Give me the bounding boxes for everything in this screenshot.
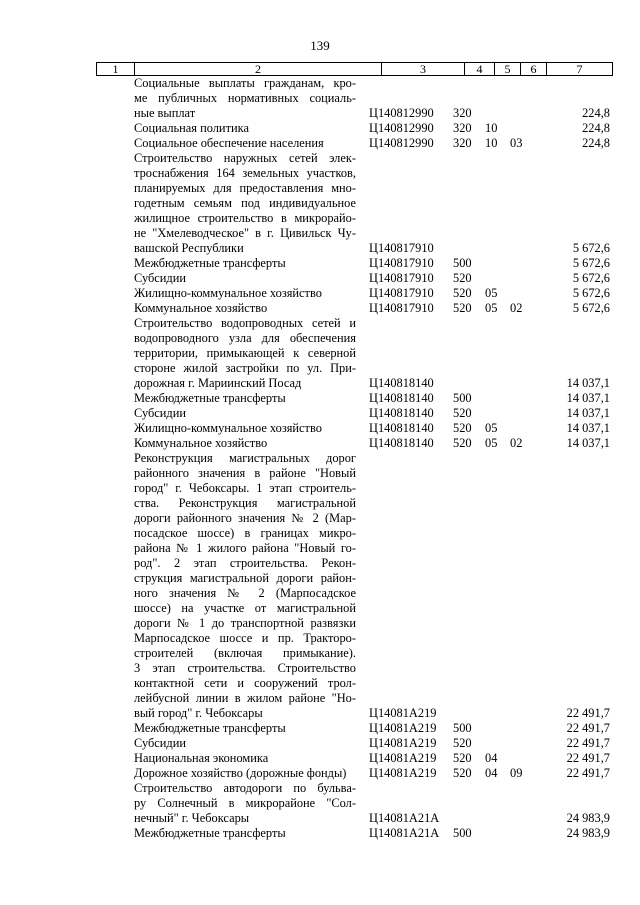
row-amount: 5 672,6 (572, 241, 610, 255)
row-target-code: Ц140818140 (369, 406, 434, 420)
row-description-line: территории, примыкающей к северной (134, 346, 356, 360)
row-description-line: ства. Реконструкция магистральной (134, 496, 356, 510)
row-description-line: Жилищно-коммунальное хозяйство (134, 286, 322, 300)
row-amount: 14 037,1 (566, 376, 610, 390)
budget-table-body (0, 76, 640, 841)
table-row (0, 451, 640, 721)
row-description-line: районного значения в районе "Новый (134, 466, 356, 480)
row-description-line: вый город" г. Чебоксары (134, 706, 263, 720)
row-target-code: Ц14081А21А (369, 826, 440, 840)
column-header-3: 3 (382, 63, 465, 76)
row-description-line: дороги районного значения № 2 (Мар- (134, 511, 356, 525)
table-row (0, 766, 640, 781)
column-header-row (97, 63, 613, 76)
table-row (0, 781, 640, 826)
row-description-line: Межбюджетные трансферты (134, 721, 286, 735)
row-description-line: района № 1 жилого района "Новый го- (134, 541, 356, 555)
row-description-line: Строительство водопроводных сетей и (134, 316, 356, 330)
row-target-code: Ц140817910 (369, 241, 434, 255)
row-expense-type: 320 (453, 121, 472, 135)
column-header-4: 4 (465, 63, 495, 76)
row-target-code: Ц140817910 (369, 271, 434, 285)
row-target-code: Ц140817910 (369, 301, 434, 315)
row-description-line: ру Солнечный в микрорайоне "Сол- (134, 796, 356, 810)
table-row (0, 286, 640, 301)
row-description-line: Субсидии (134, 406, 186, 420)
row-description-line: город" г. Чебоксары. 1 этап строитель- (134, 481, 356, 495)
row-description-line: дорожная г. Мариинский Посад (134, 376, 302, 390)
row-amount: 224,8 (582, 136, 610, 150)
table-row (0, 76, 640, 121)
row-expense-type: 520 (453, 766, 472, 780)
page-number: 139 (310, 38, 330, 53)
row-subsection: 02 (510, 301, 523, 315)
row-subsection: 03 (510, 136, 523, 150)
table-row (0, 436, 640, 451)
row-description-line: Строительство наружных сетей элек- (134, 151, 356, 165)
row-section: 05 (485, 421, 498, 435)
row-target-code: Ц140817910 (369, 256, 434, 270)
row-description-line: Межбюджетные трансферты (134, 256, 286, 270)
row-target-code: Ц140818140 (369, 436, 434, 450)
table-row (0, 826, 640, 841)
table-row (0, 736, 640, 751)
table-row (0, 301, 640, 316)
row-expense-type: 520 (453, 736, 472, 750)
row-target-code: Ц14081А219 (369, 721, 437, 735)
row-amount: 14 037,1 (566, 406, 610, 420)
row-description-line: Субсидии (134, 736, 186, 750)
row-amount: 22 491,7 (566, 721, 610, 735)
row-description-line: Строительство автодороги по бульва- (134, 781, 356, 795)
row-target-code: Ц140812990 (369, 121, 434, 135)
table-row (0, 391, 640, 406)
row-expense-type: 520 (453, 271, 472, 285)
row-section: 10 (485, 136, 498, 150)
row-target-code: Ц14081А219 (369, 751, 437, 765)
row-amount: 5 672,6 (572, 271, 610, 285)
row-description-line: 3 этап строительства. Строительство (134, 661, 356, 675)
row-section: 04 (485, 751, 498, 765)
row-expense-type: 520 (453, 301, 472, 315)
row-description-line: лейбусной линии в жилом районе "Но- (134, 691, 356, 705)
row-expense-type: 520 (453, 286, 472, 300)
column-header-table (96, 62, 613, 76)
row-description-line: Марпосадское шоссе и пр. Тракторо- (134, 631, 356, 645)
row-description-line: род". 2 этап строительства. Рекон- (134, 556, 356, 570)
row-amount: 22 491,7 (566, 766, 610, 780)
column-header-6: 6 (521, 63, 547, 76)
row-section: 05 (485, 286, 498, 300)
row-target-code: Ц14081А21А (369, 811, 440, 825)
row-amount: 24 983,9 (566, 826, 610, 840)
row-description-line: контактной сети и сооружений трол- (134, 676, 356, 690)
row-target-code: Ц140818140 (369, 376, 434, 390)
row-amount: 22 491,7 (566, 706, 610, 720)
row-description-line: Жилищно-коммунальное хозяйство (134, 421, 322, 435)
column-header-2: 2 (135, 63, 382, 76)
table-row (0, 316, 640, 391)
row-description-line: не "Хмелеводческое" в г. Цивильск Чу- (134, 226, 356, 240)
row-amount: 22 491,7 (566, 736, 610, 750)
column-header-5: 5 (495, 63, 521, 76)
row-amount: 5 672,6 (572, 286, 610, 300)
row-amount: 24 983,9 (566, 811, 610, 825)
table-row (0, 271, 640, 286)
row-description-line: строителей (включая примыкание). (134, 646, 356, 660)
row-target-code: Ц140812990 (369, 136, 434, 150)
row-description-line: Социальная политика (134, 121, 249, 135)
row-description-line: ме публичных нормативных социаль- (134, 91, 356, 105)
row-description-line: жилищное строительство в микрорайо- (134, 211, 356, 225)
row-description-line: годетным семьям под индивидуальное (134, 196, 356, 210)
row-expense-type: 320 (453, 136, 472, 150)
row-expense-type: 520 (453, 421, 472, 435)
table-row (0, 151, 640, 256)
row-description-line: Коммунальное хозяйство (134, 301, 268, 315)
row-target-code: Ц14081А219 (369, 766, 437, 780)
row-expense-type: 500 (453, 721, 472, 735)
table-row (0, 721, 640, 736)
row-description-line: струкция магистральной дороги район- (134, 571, 356, 585)
table-row (0, 121, 640, 136)
row-description-line: планируемых для предоставления мно- (134, 181, 356, 195)
row-description-line: Социальные выплаты гражданам, кро- (134, 76, 356, 90)
row-target-code: Ц140818140 (369, 391, 434, 405)
row-amount: 14 037,1 (566, 436, 610, 450)
row-section: 10 (485, 121, 498, 135)
row-description-line: дороги № 1 до транспортной развязки (134, 616, 356, 630)
row-expense-type: 520 (453, 436, 472, 450)
row-description-line: стороне жилой застройки по ул. При- (134, 361, 356, 375)
row-description-line: вашской Республики (134, 241, 244, 255)
row-target-code: Ц140817910 (369, 286, 434, 300)
row-amount: 14 037,1 (566, 421, 610, 435)
row-description-line: Межбюджетные трансферты (134, 826, 286, 840)
row-description-line: Национальная экономика (134, 751, 269, 765)
row-subsection: 09 (510, 766, 523, 780)
row-description-line: ные выплат (134, 106, 196, 120)
row-description-line: Межбюджетные трансферты (134, 391, 286, 405)
table-row (0, 751, 640, 766)
row-expense-type: 320 (453, 106, 472, 120)
row-amount: 224,8 (582, 121, 610, 135)
row-target-code: Ц140818140 (369, 421, 434, 435)
row-section: 05 (485, 301, 498, 315)
row-expense-type: 520 (453, 751, 472, 765)
row-description-line: ного значения № 2 (Марпосадское (134, 586, 356, 600)
row-description-line: посадское шоссе) в границах микро- (134, 526, 356, 540)
row-expense-type: 500 (453, 391, 472, 405)
row-subsection: 02 (510, 436, 523, 450)
row-description-line: Коммунальное хозяйство (134, 436, 268, 450)
table-row (0, 406, 640, 421)
row-expense-type: 500 (453, 826, 472, 840)
row-amount: 5 672,6 (572, 256, 610, 270)
column-header-7: 7 (547, 63, 613, 76)
row-section: 05 (485, 436, 498, 450)
row-section: 04 (485, 766, 498, 780)
row-description-line: Дорожное хозяйство (дорожные фонды) (134, 766, 347, 780)
row-description-line: Субсидии (134, 271, 186, 285)
row-amount: 224,8 (582, 106, 610, 120)
row-target-code: Ц14081А219 (369, 736, 437, 750)
row-amount: 5 672,6 (572, 301, 610, 315)
row-expense-type: 500 (453, 256, 472, 270)
column-header-1: 1 (97, 63, 135, 76)
row-expense-type: 520 (453, 406, 472, 420)
row-amount: 22 491,7 (566, 751, 610, 765)
row-description-line: троснабжения 164 земельных участков, (134, 166, 356, 180)
row-description-line: нечный" г. Чебоксары (134, 811, 250, 825)
table-row (0, 136, 640, 151)
row-amount: 14 037,1 (566, 391, 610, 405)
table-row (0, 256, 640, 271)
row-description-line: Реконструкция магистральных дорог (134, 451, 356, 465)
row-description-line: Социальное обеспечение населения (134, 136, 324, 150)
row-target-code: Ц14081А219 (369, 706, 437, 720)
table-row (0, 421, 640, 436)
row-target-code: Ц140812990 (369, 106, 434, 120)
row-description-line: водопроводного узла для обеспечения (134, 331, 356, 345)
row-description-line: шоссе) на участке от магистральной (134, 601, 356, 615)
